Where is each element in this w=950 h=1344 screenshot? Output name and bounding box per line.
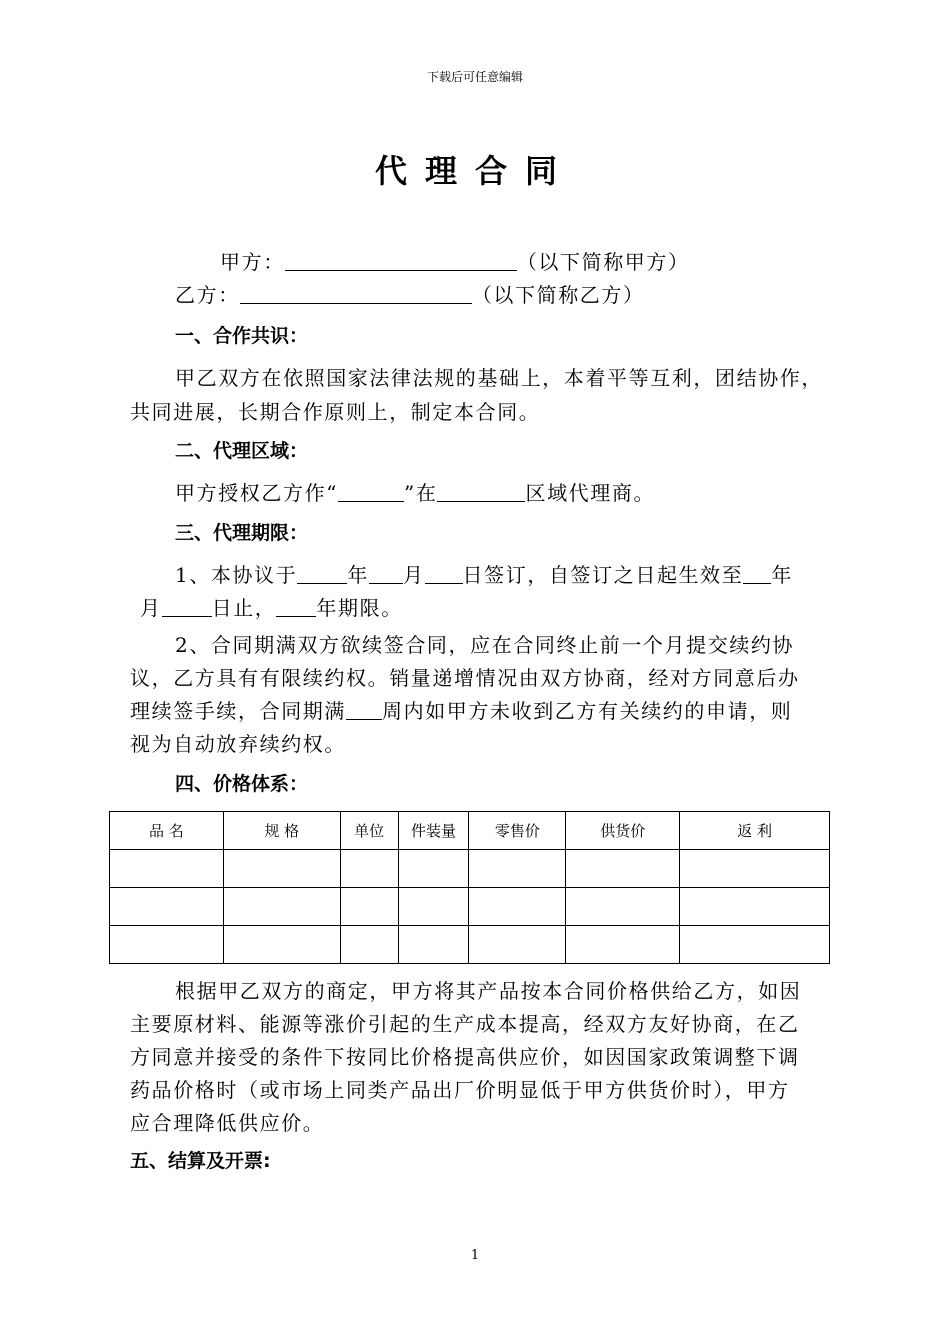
- section-1-line: 甲乙双方在依照国家法律法规的基础上，本着平等互利，团结协作，: [175, 366, 823, 390]
- text-part: 1、本协议于: [175, 563, 298, 587]
- text-part: 主要原材料、能源等涨价引起的生产成本提高，经双方友好协商，在乙: [130, 1012, 800, 1036]
- table-row: [110, 850, 830, 888]
- section-3-p2-line: [130, 629, 830, 658]
- text-part: 年: [347, 563, 369, 587]
- term-blank: [276, 596, 316, 617]
- page-number: 1: [470, 1248, 480, 1263]
- text-part: 月: [402, 563, 425, 587]
- table-header-row: [110, 812, 830, 850]
- party-a-label: 甲方：: [220, 250, 285, 274]
- section-4-para-line: [130, 1074, 830, 1103]
- section-2-text: [130, 477, 830, 506]
- party-b-label: 乙方：: [175, 283, 240, 307]
- section-4-para-line: [130, 1107, 830, 1136]
- section-4-para-line: [130, 1008, 830, 1037]
- text-part: 日签订，自签订之日起生效至: [462, 563, 744, 587]
- section-4-para-line: [130, 1041, 830, 1070]
- party-b-line: [130, 279, 830, 308]
- table-cell: [223, 926, 340, 964]
- table-cell: [340, 888, 398, 926]
- table-row: [110, 926, 830, 964]
- section-4-heading: 四、价格体系：: [175, 773, 309, 795]
- table-cell: [566, 888, 680, 926]
- section-4-para-line: [130, 975, 830, 1004]
- section-3-heading: 三、代理期限：: [175, 522, 309, 544]
- table-cell: [680, 850, 830, 888]
- table-cell: [469, 850, 566, 888]
- table-row: [110, 888, 830, 926]
- table-cell: [110, 926, 224, 964]
- text-part: 理续签手续，合同期满: [130, 699, 346, 723]
- end-month-blank: [162, 596, 212, 617]
- col-header-pack-qty: 件装量: [398, 812, 469, 850]
- text-part: 日止，: [211, 596, 277, 620]
- text-part: 周内如甲方未收到乙方有关续约的申请，则: [382, 699, 793, 723]
- price-table: [109, 811, 830, 964]
- region-blank: [437, 481, 525, 502]
- agent-type-blank: [338, 481, 404, 502]
- text-part: 年期限。: [316, 596, 403, 620]
- day-blank: [425, 563, 463, 584]
- section-3-p2-line: [130, 695, 830, 724]
- col-header-unit: 单位: [340, 812, 398, 850]
- text-part: 药品价格时（或市场上同类产品出厂价明显低于甲方供货价时），甲方: [130, 1078, 790, 1102]
- table-cell: [340, 926, 398, 964]
- col-header-retail-price: 零售价: [469, 812, 566, 850]
- header-note: 下载后可任意编辑: [426, 70, 523, 84]
- page-title: 代理合同: [374, 152, 575, 190]
- table-cell: [223, 888, 340, 926]
- table-cell: [566, 926, 680, 964]
- table-cell: [398, 850, 469, 888]
- section-2-text-part: ”在: [404, 481, 438, 505]
- party-b-suffix: （以下简称乙方）: [471, 283, 645, 307]
- text-part: 方同意并接受的条件下按同比价格提高供应价，如因国家政策调整下调: [130, 1045, 800, 1069]
- party-a-blank: [285, 250, 517, 271]
- col-header-rebate: 返 利: [680, 812, 830, 850]
- section-3-p2-line: [130, 728, 830, 757]
- section-1-heading: 一、合作共识：: [175, 325, 309, 347]
- text-part: 视为自动放弃续约权。: [130, 732, 346, 756]
- table-cell: [469, 888, 566, 926]
- text-part: 应合理降低供应价。: [130, 1111, 325, 1135]
- section-3-p2-line: [130, 662, 830, 691]
- col-header-product-name: 品 名: [110, 812, 224, 850]
- party-b-blank: [240, 283, 472, 304]
- section-1-line: 共同进展，长期合作原则上，制定本合同。: [130, 400, 541, 424]
- year-blank: [297, 563, 347, 584]
- table-cell: [680, 888, 830, 926]
- text-part: 年: [771, 563, 793, 587]
- month-blank: [369, 563, 403, 584]
- section-1-text: [130, 362, 830, 391]
- party-a-line: [130, 246, 830, 275]
- party-a-suffix: （以下简称甲方）: [516, 250, 690, 274]
- table-cell: [566, 850, 680, 888]
- section-1-text: [130, 396, 830, 425]
- table-cell: [469, 926, 566, 964]
- table-cell: [680, 926, 830, 964]
- section-2-heading: 二、代理区域：: [175, 440, 309, 462]
- section-3-p1-line2: [130, 592, 830, 621]
- weeks-blank: [346, 699, 382, 720]
- text-part: 议，乙方具有有限续约权。销量递增情况由双方协商，经对方同意后办: [130, 666, 800, 690]
- table-cell: [223, 850, 340, 888]
- table-cell: [398, 926, 469, 964]
- col-header-spec: 规 格: [223, 812, 340, 850]
- text-part: 根据甲乙双方的商定，甲方将其产品按本合同价格供给乙方，如因: [175, 979, 802, 1003]
- section-5-heading: 五、结算及开票:: [130, 1150, 271, 1172]
- table-cell: [110, 850, 224, 888]
- text-part: 月: [140, 596, 162, 620]
- table-cell: [340, 850, 398, 888]
- col-header-supply-price: 供货价: [566, 812, 680, 850]
- section-3-p1-line1: [130, 559, 830, 588]
- table-cell: [110, 888, 224, 926]
- table-cell: [398, 888, 469, 926]
- section-2-text-part: 区域代理商。: [525, 481, 656, 505]
- end-year-blank: [743, 563, 771, 584]
- text-part: 2、合同期满双方欲续签合同，应在合同终止前一个月提交续约协: [175, 633, 795, 657]
- section-2-text-part: 甲方授权乙方作“: [175, 481, 339, 505]
